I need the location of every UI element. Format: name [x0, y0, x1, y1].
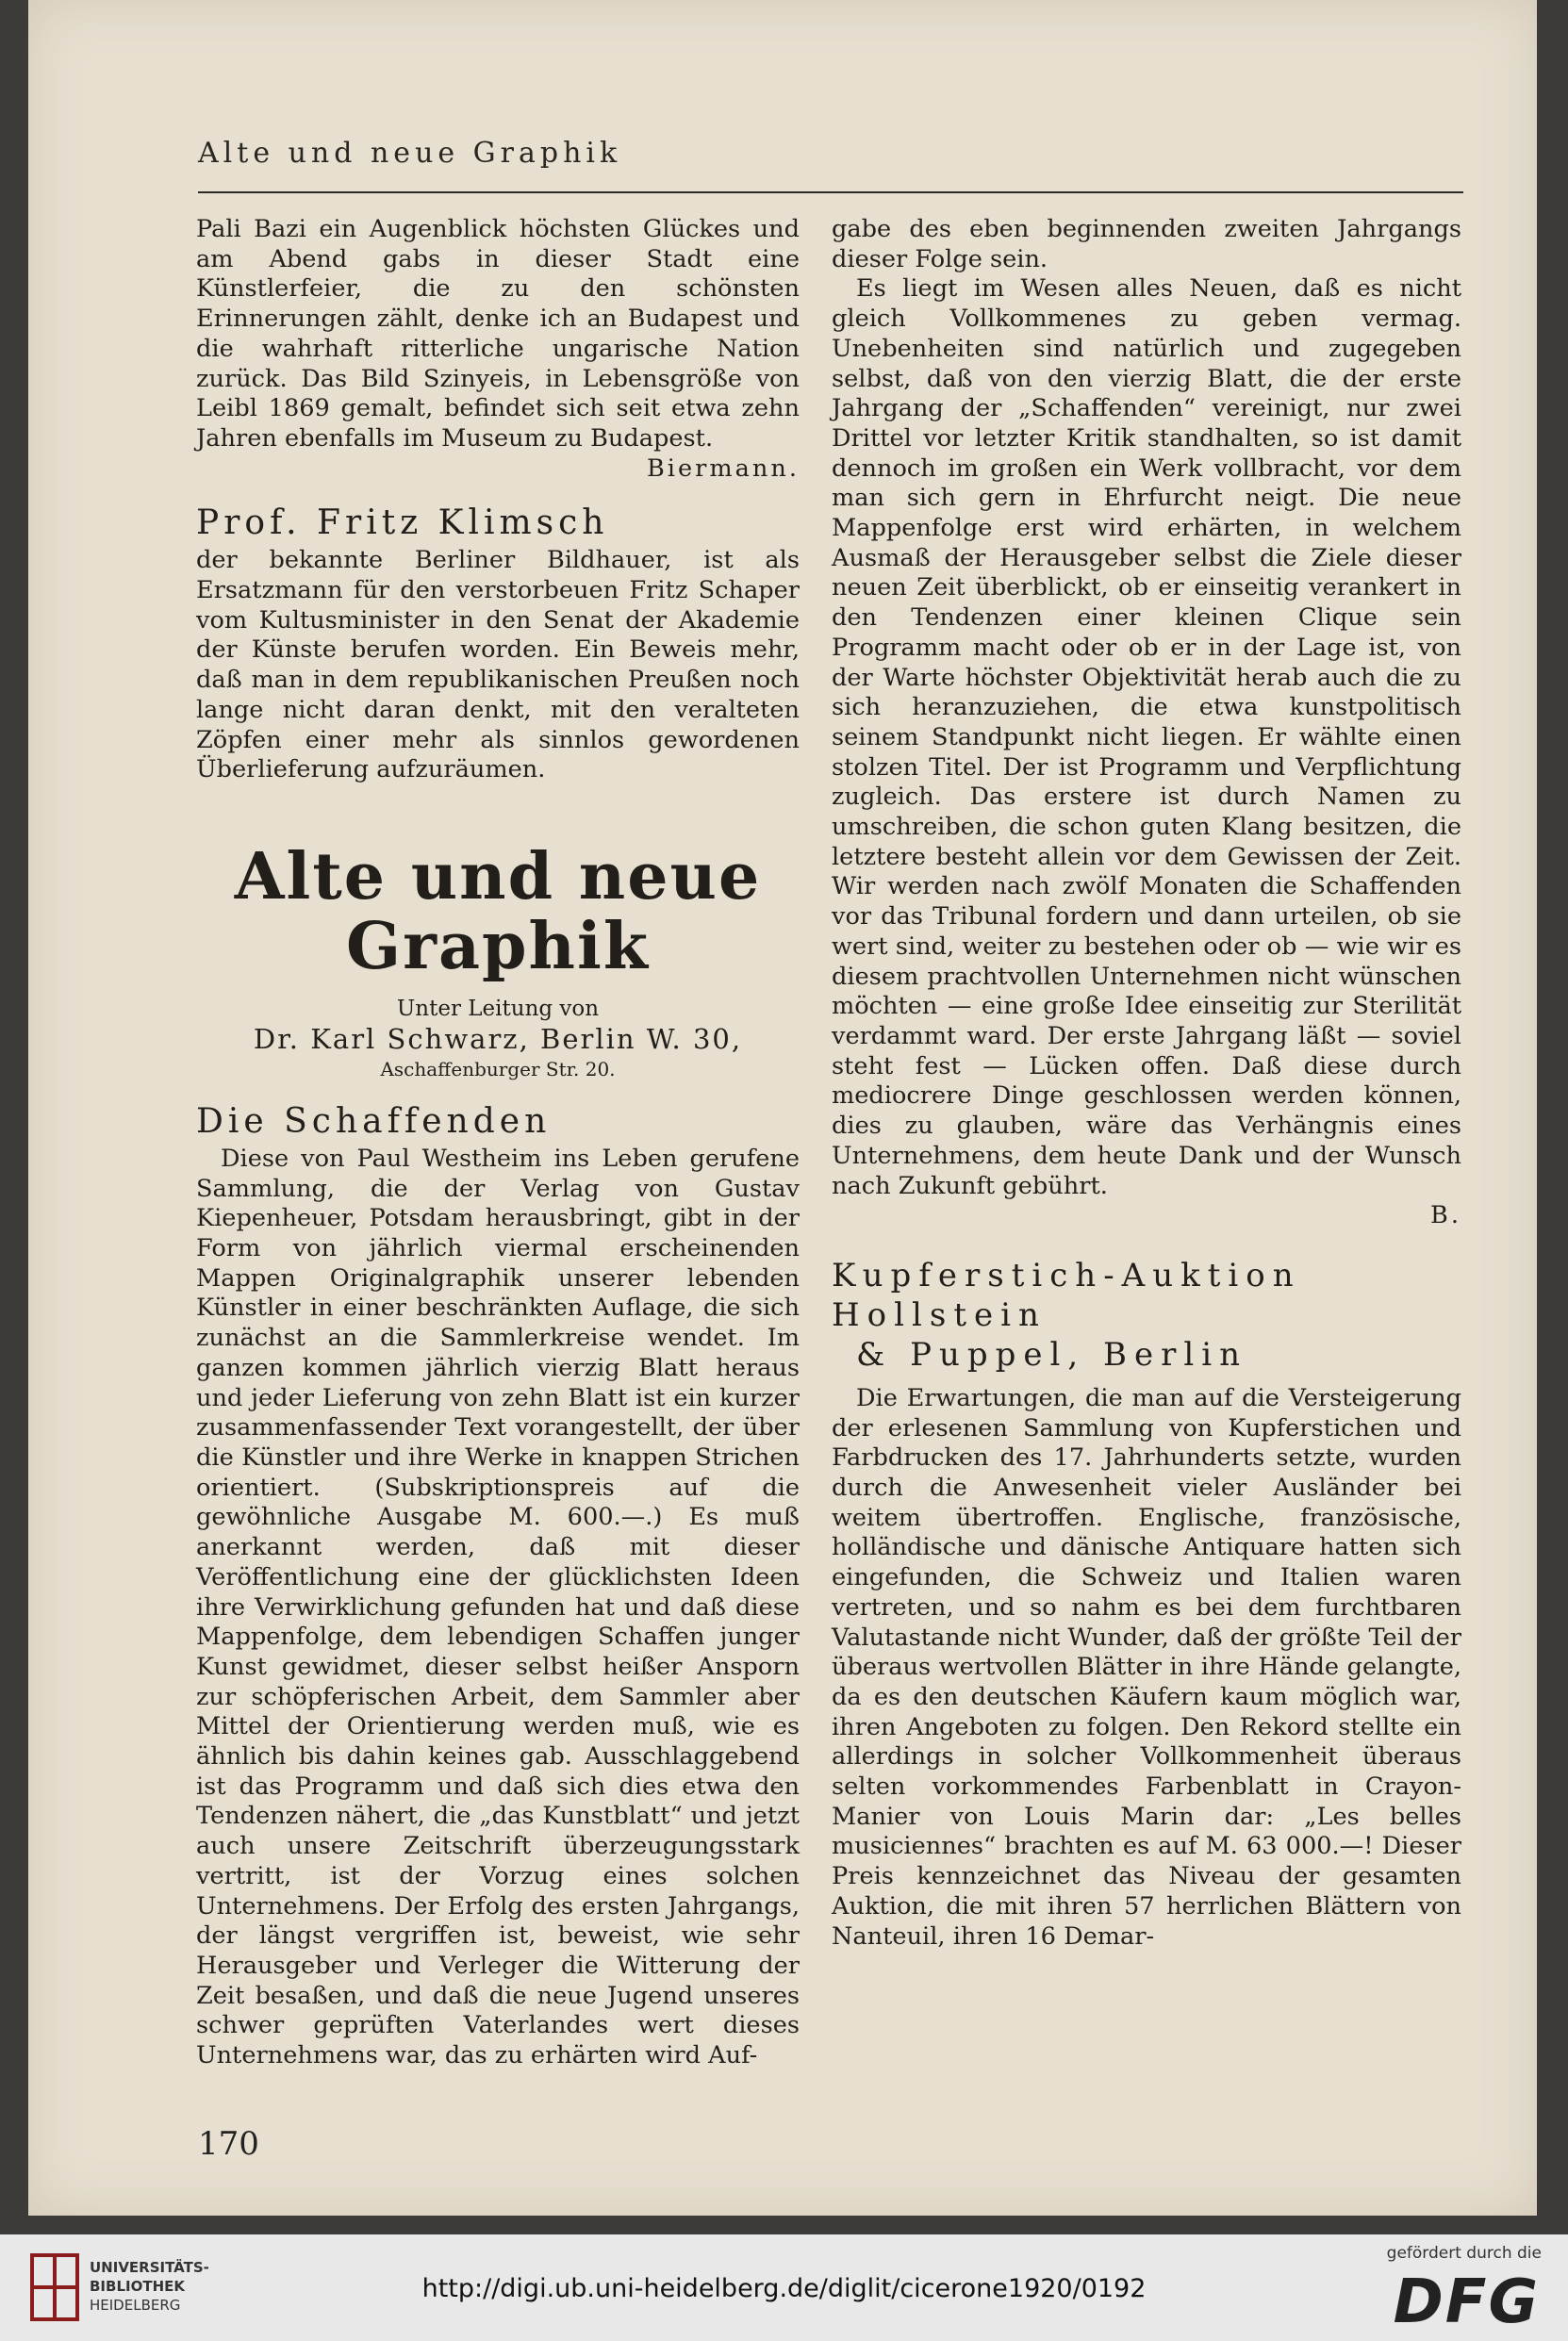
section-title: [832, 1256, 1461, 1375]
paragraph: Diese von Paul Westheim ins Leben gerufene Sammlung, die der Verlag von Gustav Kiepenheuer, Potsdam herausbringt, gibt in der Form von jährlich viermal erscheinenden Mappen Originalgraphik unserer lebenden Künstler in einer beschränkten Auflage, die sich zunächst an die Sammlerkreise wendet. Im ganzen kommen jährlich vierzig Blatt heraus und jeder Lieferung von zehn Blatt ist ein kurzer zusammenfassender Text vorangestellt, der über die Künstler und ihre Werke in knappen Strichen orientiert. (Subskriptionspreis auf die gewöhnliche Ausgabe M. 600.—.) Es muß anerkannt werden, daß mit dieser Veröffentlichung eine der glücklichsten Ideen ihre Verwirklichung gefunden hat und daß diese Mappenfolge, dem lebendigen Schaffen junger Kunst gewidmet, dieser selbst heißer Ansporn zur schöpferischen Arbeit, dem Sammler aber Mittel der Orientierung werden muß, wie es ähnlich bis dahin keines gab. Ausschlaggebend ist das Programm und daß sich dies etwa den Tendenzen nähert, die „das Kunstblatt“ und jetzt auch unsere Zeitschrift überzeugungsstark vertritt, ist der Vorzug eines solchen Unternehmens. Der Erfolg des ersten Jahrgangs, der längst vergriffen ist, beweist, wie sehr Herausgeber und Verleger die Witterung der Zeit besaßen, und daß die neue Jugend unseres schwer geprüften Vaterlandes wert dieses Unternehmens war, das zu erhärten wird Auf-: [196, 1144, 800, 2070]
paragraph: der bekannte Berliner Bildhauer, ist als Ersatzmann für den verstorbeuen Fritz Schaper vom Kultusminister in den Senat der Akademie der Künste berufen worden. Ein Beweis mehr, daß man in dem republikanischen Preußen noch lange nicht daran denkt, mit den veralteten Zöpfen einer mehr als sinnlos gewordenen Überlieferung aufzuräumen.: [196, 546, 800, 784]
dfg-logo-icon: DFG: [1393, 2267, 1540, 2337]
section-title-line: Kupferstich-Auktion Hollstein: [832, 1256, 1301, 1334]
running-head: Alte und neue Graphik: [198, 137, 622, 170]
page-number: 170: [198, 2125, 259, 2163]
editor-name: Dr. Karl Schwarz, Berlin W. 30,: [253, 1022, 743, 1055]
paragraph: Die Erwartungen, die man auf die Versteigerung der erlesenen Sammlung von Kupferstichen und Farbdrucken des 17. Jahrhunderts setzte, wurden durch die Anwesenheit vieler Ausländer bei weitem übertroffen. Englische, französische, holländische und dänische Antiquare hatten sich eingefunden, die Schweiz und Italien waren vertreten, und so nahm es bei dem furchtbaren Valutastande nicht Wunder, daß der größte Teil der überaus wertvollen Blätter in ihre Hände gelangte, da es den deutschen Käufern kaum möglich war, ihren Angeboten zu folgen. Den Rekord stellte ein allerdings in solcher Vollkommenheit überaus selten vorkommendes Farbenblatt in Crayon-Manier von Louis Marin dar: „Les belles musiciennes“ brachten es auf M. 63 000.—! Dieser Preis kennzeichnet das Niveau der gesamten Auktion, die mit ihren 57 herrlichen Blättern von Nanteuil, ihren 16 Demar-: [832, 1383, 1461, 1951]
editor-address: Aschaffenburger Str. 20.: [380, 1057, 616, 1080]
header-rule: [198, 191, 1463, 193]
paragraph: gabe des eben beginnenden zweiten Jahrgangs dieser Folge sein.: [832, 215, 1461, 273]
section-title-line: & Puppel, Berlin: [856, 1335, 1247, 1374]
editor-line: Unter Leitung von: [396, 996, 600, 1021]
paragraph: Pali Bazi ein Augenblick höchsten Glückes und am Abend gabs in dieser Stadt eine Künstlerfeier, die zu den schönsten Erinnerungen zählt, denke ich an Budapest und die wahrhaft ritterliche ungarische Nation zurück. Das Bild Szinyeis, in Lebensgröße von Leibl 1869 gemalt, befindet sich seit etwa zehn Jahren ebenfalls im Museum zu Budapest.: [196, 215, 800, 453]
signature: Biermann.: [646, 453, 800, 483]
article-title: Alte und neue Graphik: [234, 838, 762, 984]
funding-note: gefördert durch die: [1386, 2244, 1542, 2263]
permalink-url[interactable]: http://digi.ub.uni-heidelberg.de/diglit/cicerone1920/0192: [421, 2274, 1147, 2303]
section-title: Prof. Fritz Klimsch: [196, 503, 609, 543]
scanned-page: [28, 0, 1537, 2216]
university-library-name: UNIVERSITÄTS- BIBLIOTHEK HEIDELBERG: [90, 2259, 209, 2314]
viewer-footer: [0, 2234, 1568, 2341]
paragraph: Es liegt im Wesen alles Neuen, daß es nicht gleich Vollkommenes zu geben vermag. Unebenheiten sind natürlich und zugegeben selbst, daß von den vierzig Blatt, die der erste Jahrgang der „Schaffenden“ vereinigt, nur zwei Drittel vor letzter Kritik standhalten, so ist damit dennoch im großen ein Werk vollbracht, vor dem man sich gern in Ehrfurcht neigt. Die neue Mappenfolge erst wird erhärten, in welchem Ausmaß der Herausgeber selbst die Ziele dieser neuen Zeit überblickt, ob er einseitig verankert in den Tendenzen einer kleinen Clique sein Programm macht oder ob er in der Lage ist, von der Warte höchster Objektivität herab auch die zu sich heranzuziehen, die etwa kunstpolitisch seinem Standpunkt nicht liegen. Er wählte einen stolzen Titel. Der ist Programm und Verpflichtung zugleich. Das erstere ist durch Namen zu umschreiben, die schon guten Klang besitzen, die letztere besteht allein vor dem Gewissen der Zeit. Wir werden nach zwölf Monaten die Schaffenden vor das Tribunal fordern und dann urteilen, ob sie wert sind, weiter zu bestehen oder ob — wie wir es diesem prachtvollen Unternehmen nicht wünschen möchten — eine große Idee einseitig zur Sterilität verdammt ward. Der erste Jahrgang läßt — soviel steht fest — Lücken offen. Daß diese durch mediocrere Dinge geschlossen werden können, dies zu glauben, wäre das Verhängnis eines Unternehmens, dem heute Dank und der Wunsch nach Zukunft gebührt.: [832, 274, 1461, 1200]
right-column: [832, 215, 1461, 1952]
signature: B.: [1430, 1201, 1461, 1230]
left-column: [196, 215, 800, 2071]
section-title: Die Schaffenden: [196, 1101, 552, 1141]
